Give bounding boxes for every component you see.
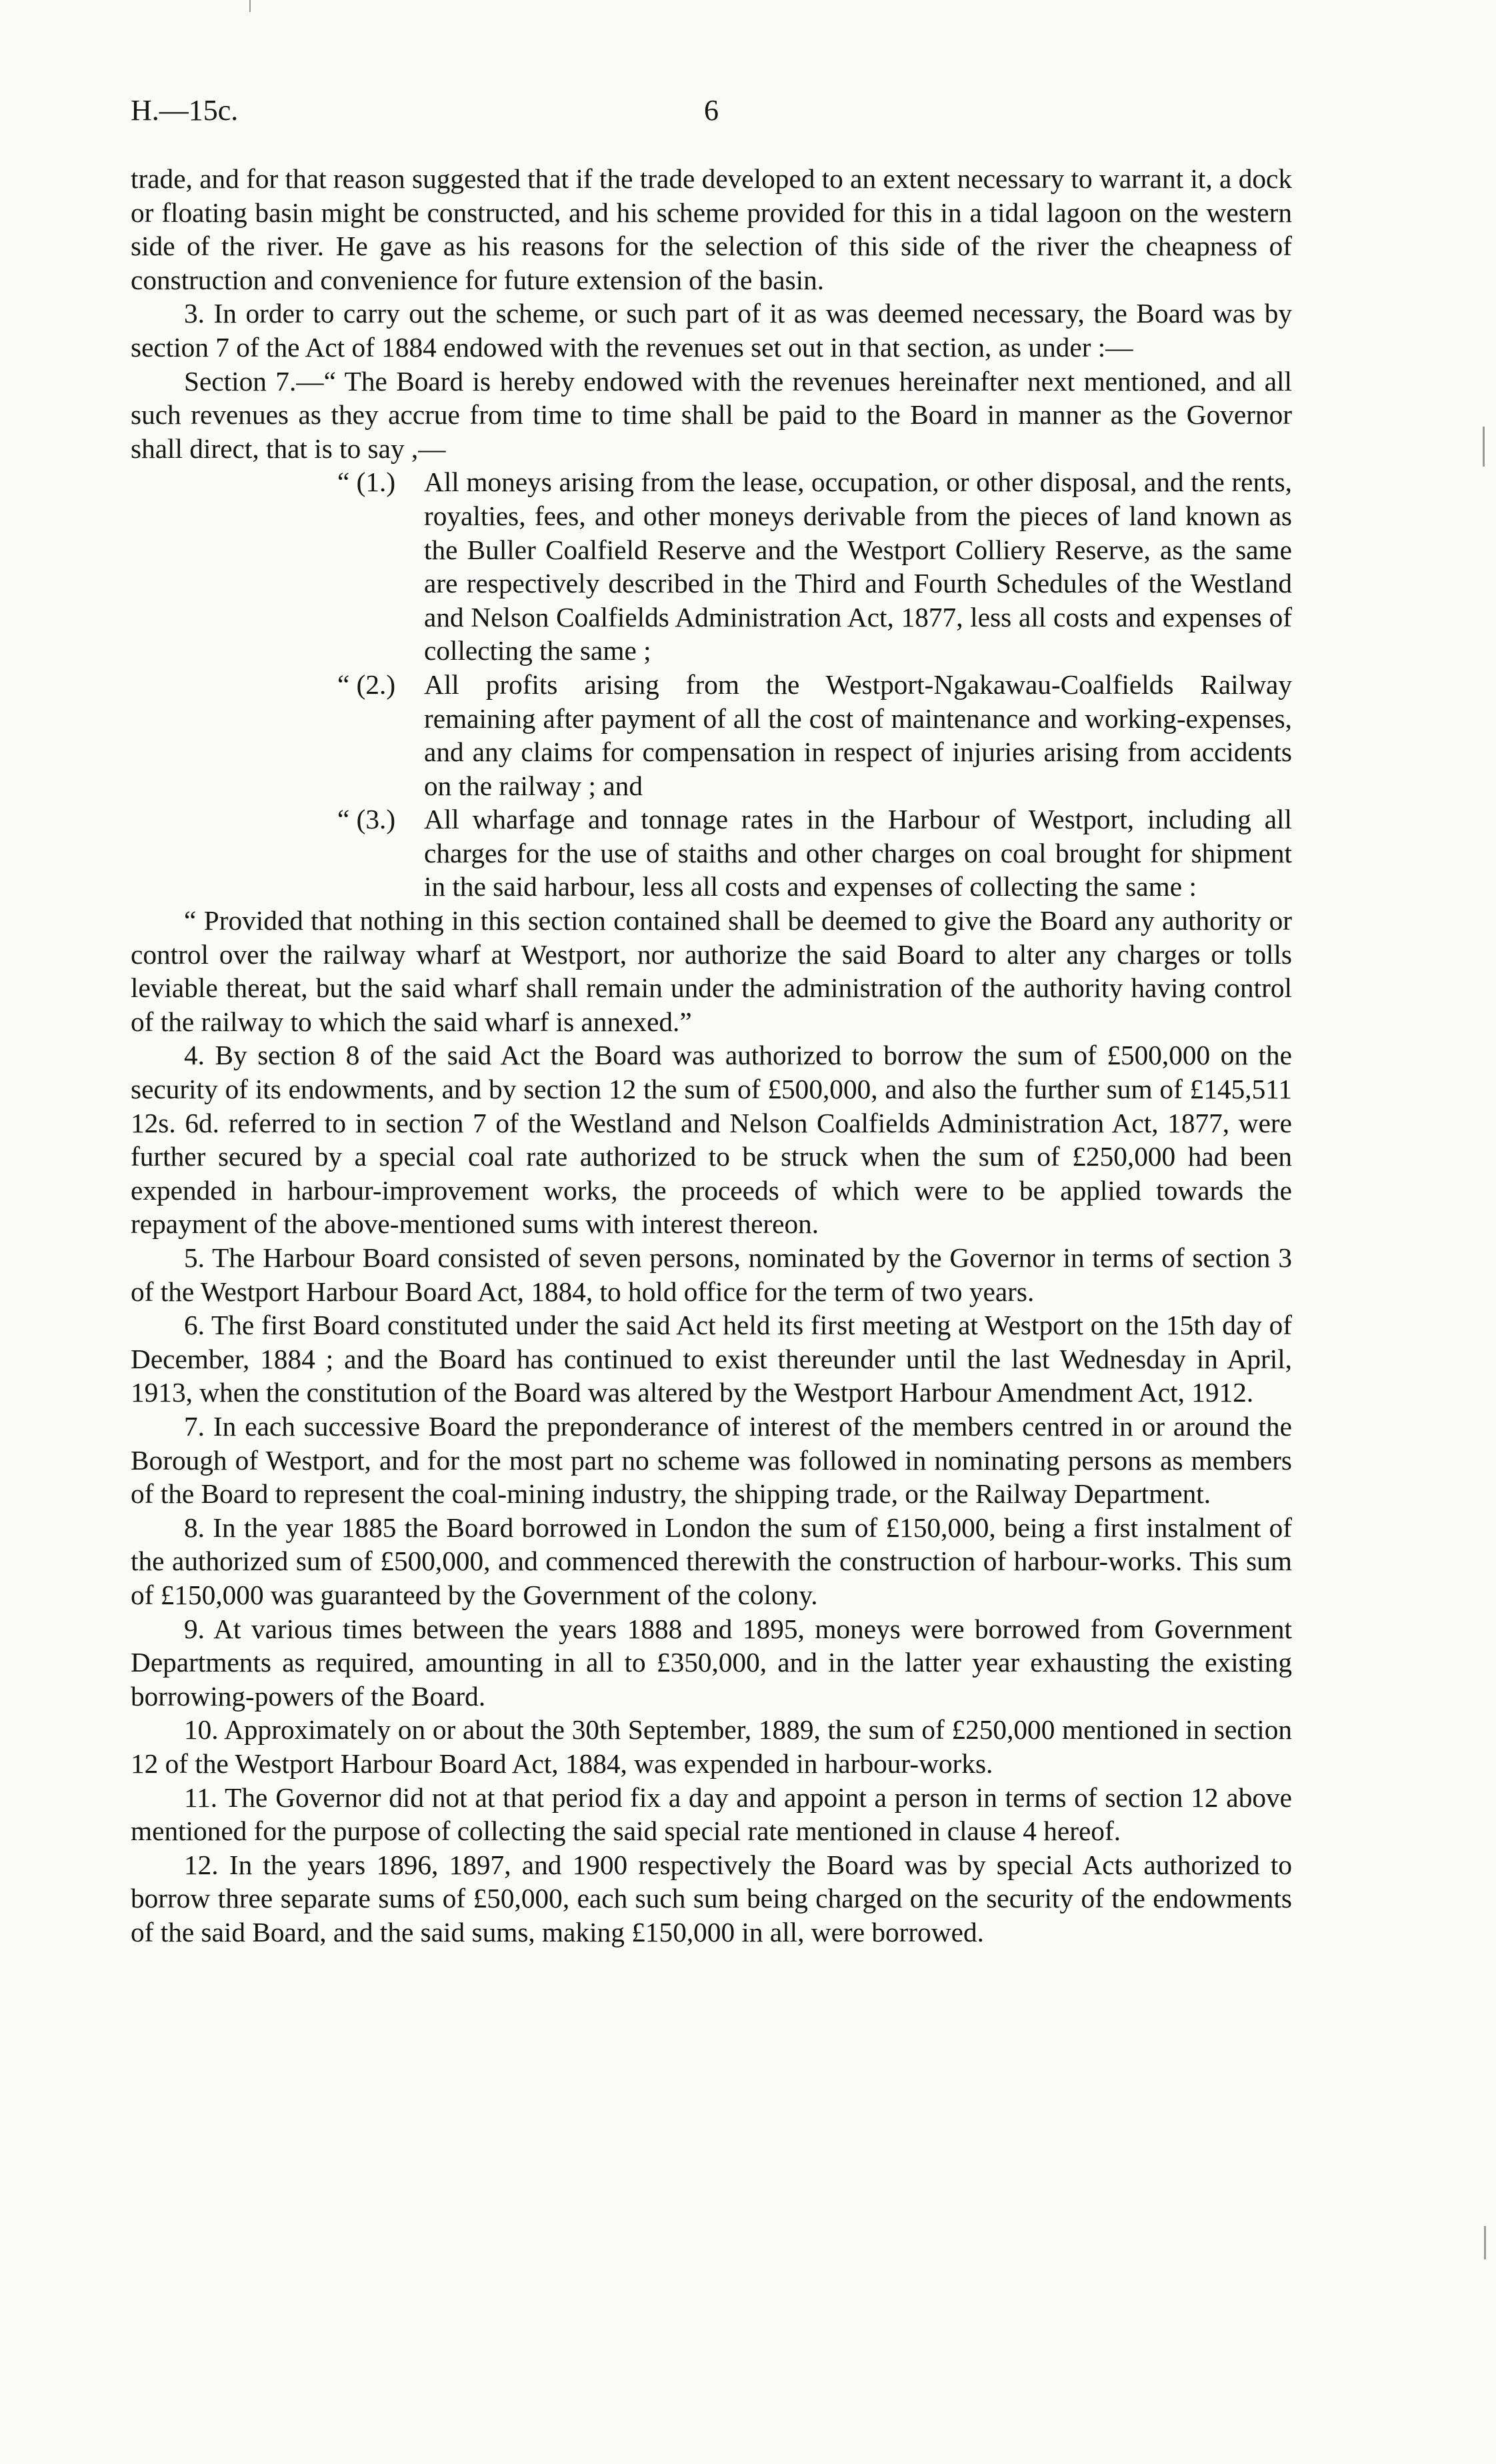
paragraph-12: 12. In the years 1896, 1897, and 1900 respectively the Board was by special Acts authorized to borrow three separate sums of £50,000, each such sum being charged on the security of the endowments of the said Board, and the said sums, making £150,000 in all, were borrowed. <box>131 1849 1292 1947</box>
scan-mark <box>1484 2226 1486 2259</box>
paragraph-10: 10. Approximately on or about the 30th September, 1889, the sum of £250,000 mentioned in section 12 of the Westport Harbour Board Act, 1884, was expended in harbour-works. <box>131 1714 1292 1779</box>
quote-item-number: “ (2.) <box>337 668 396 700</box>
document-body <box>131 162 1292 1949</box>
paragraph-8: 8. In the year 1885 the Board borrowed in London the sum of £150,000, being a first instalment of the authorized sum of £500,000, and commenced therewith the construction of harbour-works. This sum of £150,000 was guaranteed by the Government of the colony. <box>131 1512 1292 1610</box>
paragraph-4: 4. By section 8 of the said Act the Board was authorized to borrow the sum of £500,000 on the security of its endowments, and by section 12 the sum of £500,000, and also the further sum of £145,511 12s. 6d. referred to in section 7 of the Westland and Nelson Coalfields Administration Act, 1877, were further secured by a special coal rate authorized to be struck when the sum of £250,000 had been expended in harbour-improvement works, the proceeds of which were to be applied towards the repayment of the above-mentioned sums with interest thereon. <box>131 1040 1292 1240</box>
quote-item-3 <box>337 802 1292 904</box>
scan-mark <box>1483 427 1485 467</box>
quote-item-number: “ (1.) <box>337 467 396 498</box>
paragraph-6: 6. The first Board constituted under the said Act held its first meeting at Westport on the 15th day of December, 1884 ; and the Board has continued to exist thereunder until the last Wednesday in April, 1913, when the constitution of the Board was altered by the Westport Harbour Amendment Act, 1912. <box>131 1310 1292 1408</box>
quote-item-1 <box>337 465 1292 668</box>
document-reference: H.—15c. <box>131 94 239 127</box>
proviso: “ Provided that nothing in this section contained shall be deemed to give the Board any authority or control over the railway wharf at Westport, nor authorize the said Board to alter any charges or tolls leviable thereat, but the said wharf shall remain under the administration of the authority having control of the railway to which the said wharf is annexed.” <box>131 905 1292 1037</box>
quote-item-2 <box>337 668 1292 802</box>
paragraph-3: 3. In order to carry out the scheme, or such part of it as was deemed necessary, the Board was by section 7 of the Act of 1884 endowed with the revenues set out in that section, as under :— <box>131 298 1292 363</box>
paragraph-continued: trade, and for that reason suggested that if the trade developed to an extent necessary to warrant it, a dock or floating basin might be constructed, and his scheme provided for this in a tidal lagoon on the western side of the river. He gave as his reasons for the selection of this side of the river the cheapness of construction and convenience for future extension of the basin. <box>131 163 1292 295</box>
quote-item-number: “ (3.) <box>337 804 396 835</box>
section-7-quote: Section 7.—“ The Board is hereby endowed with the revenues hereinafter next mentioned, and all such revenues as they accrue from time to time shall be paid to the Board in manner as the Governor shall direct, that is to say ,— <box>131 365 1292 464</box>
quote-item-text: All wharfage and tonnage rates in the Harbour of Westport, including all charges for the use of staiths and other charges on coal brought for shipment in the said harbour, less all costs and expenses of collecting the same : <box>424 804 1292 902</box>
paragraph-5: 5. The Harbour Board consisted of seven persons, nominated by the Governor in terms of section 3 of the Westport Harbour Board Act, 1884, to hold office for the term of two years. <box>131 1242 1292 1307</box>
paragraph-9: 9. At various times between the years 1888 and 1895, moneys were borrowed from Government Departments as required, amounting in all to £350,000, and in the latter year exhausting the existing borrowing-powers of the Board. <box>131 1613 1292 1712</box>
quote-item-text: All moneys arising from the lease, occupation, or other disposal, and the rents, royalties, fees, and other moneys derivable from the pieces of land known as the Buller Coalfield Reserve and the Westport Colliery Reserve, as the same are respectively described in the Third and Fourth Schedules of the Westland and Nelson Coalfields Administration Act, 1877, less all costs and expenses of collecting the same ; <box>424 467 1292 666</box>
page-number: 6 <box>704 94 719 127</box>
paragraph-7: 7. In each successive Board the preponderance of interest of the members centred in or around the Borough of Westport, and for the most part no scheme was followed in nominating persons as members of the Board to represent the coal-mining industry, the shipping trade, or the Railway Department. <box>131 1410 1292 1510</box>
page-header <box>131 93 1292 133</box>
quote-item-text: All profits arising from the Westport-Ngakawau-Coalfields Railway remaining after payment of all the cost of maintenance and working-expenses, and any claims for compensation in respect of injuries arising from accidents on the railway ; and <box>424 668 1292 801</box>
paragraph-11: 11. The Governor did not at that period fix a day and appoint a person in terms of section 12 above mentioned for the purpose of collecting the said special rate mentioned in clause 4 hereof. <box>131 1782 1292 1847</box>
scan-mark <box>249 0 251 12</box>
